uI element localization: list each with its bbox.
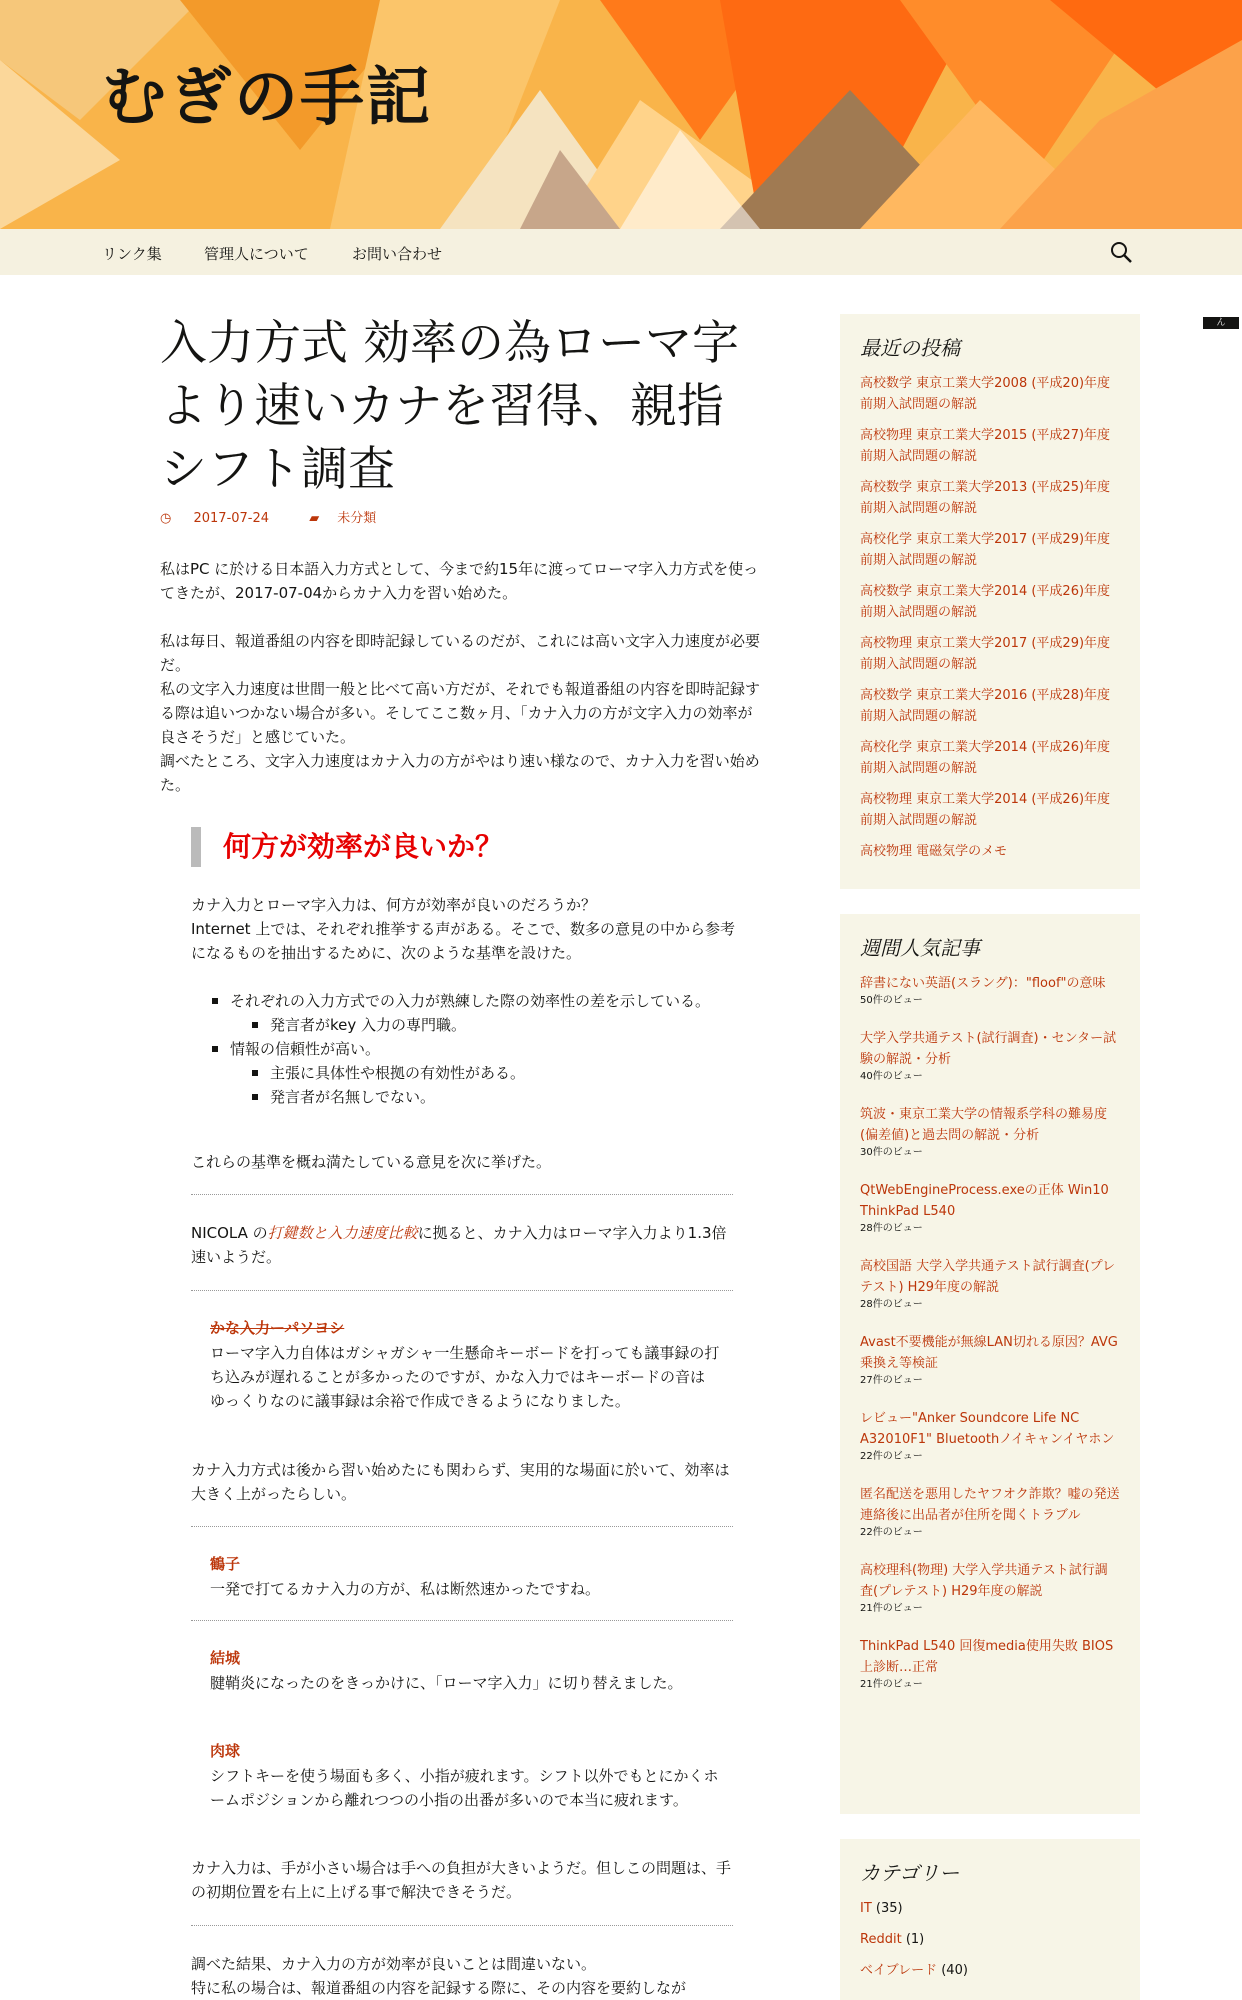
list-item: 主張に具体性や根拠の有効性がある。 — [230, 1061, 730, 1085]
folder-icon: ▰ — [309, 511, 320, 526]
final-paragraph-1: 調べた結果、カナ入力の方が効率が良いことは間違いない。 — [191, 1955, 597, 1973]
list-item — [860, 1332, 1120, 1388]
popular-post-link[interactable]: 辞書にない英語(スラング)："floof"の意味 — [860, 976, 1106, 991]
popular-post-link[interactable]: 高校理科(物理) 大学入学共通テスト試行調査(プレテスト) H29年度の解説 — [860, 1563, 1108, 1599]
separator — [191, 1925, 733, 1926]
view-count: 30件のビュー — [860, 1147, 923, 1158]
search-icon[interactable] — [1110, 241, 1132, 263]
popular-post-link[interactable]: レビュー"Anker Soundcore Life NC A32010F1" Bluetoothノイキャンイヤホン — [860, 1411, 1115, 1447]
final-paragraph-2: 特に私の場合は、報道番組の内容を記録する際に、その内容を要約しなが — [191, 1979, 687, 1997]
list-item — [860, 1898, 1120, 1919]
list-item: 発言者が名無しでない。 — [230, 1085, 730, 1109]
widget-title: カテゴリー — [860, 1861, 960, 1885]
recent-post-link[interactable]: 高校数学 東京工業大学2008 (平成20)年度前期入試問題の解説 — [860, 376, 1111, 412]
recent-post-link[interactable]: 高校数学 東京工業大学2014 (平成26)年度前期入試問題の解説 — [860, 584, 1111, 620]
article-title[interactable]: 入力方式 効率の為ローマ字より速いカナを習得、親指シフト調査 — [160, 316, 739, 497]
nicola-post: に拠ると、カナ入力はローマ字入力より1.3倍速いようだ。 — [191, 1224, 727, 1266]
section-heading: 何方が効率が良いか？ — [191, 827, 751, 867]
criteria-list — [230, 989, 730, 1109]
quote-text: シフトキーを使う場面も多く、小指が疲れます。シフト以外でもとにかくホームポジションから離れつつの小指の出番が多いので本当に疲れます。 — [210, 1767, 719, 1809]
view-count: 27件のビュー — [860, 1375, 923, 1386]
post-category-text: 未分類 — [337, 511, 377, 526]
popular-post-link[interactable]: QtWebEngineProcess.exeの正体 Win10 ThinkPad L540 — [860, 1183, 1109, 1219]
h-paragraph-2: Internet 上では、それぞれ推挙する声がある。そこで、数多の意見の中から参考になるものを抽出するために、次のような基準を設けた。 — [191, 920, 736, 962]
recent-post-link[interactable]: 高校物理 東京工業大学2017 (平成29)年度前期入試問題の解説 — [860, 636, 1111, 672]
popular-post-link[interactable]: ThinkPad L540 回復media使用失敗 BIOS上診断…正常 — [860, 1639, 1114, 1675]
h-paragraph-1: カナ入力とローマ字入力は、何方が効率が良いのだろうか？ — [191, 896, 597, 914]
nav-item-links[interactable]: リンク集 — [102, 245, 162, 263]
list-item — [860, 973, 1120, 1008]
separator — [191, 1194, 733, 1195]
category-link[interactable]: Reddit — [860, 1932, 902, 1947]
widget-recent-posts — [840, 314, 1140, 889]
nicola-paragraph — [191, 1221, 736, 1269]
post-date-text: 2017-07-24 — [193, 511, 270, 526]
popular-post-link[interactable]: Avast不要機能が無線LAN切れる原因？AVG乗換え等検証 — [860, 1335, 1118, 1371]
post-category[interactable] — [309, 511, 394, 526]
main-navigation — [0, 229, 1242, 275]
popular-post-link[interactable]: 高校国語 大学入学共通テスト試行調査(プレテスト) H29年度の解説 — [860, 1259, 1116, 1295]
quote-author[interactable]: 鶴子 — [210, 1555, 241, 1573]
recent-post-link[interactable]: 高校数学 東京工業大学2013 (平成25)年度前期入試問題の解説 — [860, 480, 1111, 516]
widget-title: 週間人気記事 — [860, 936, 980, 960]
list-item: 情報の信頼性が高い。 — [230, 1037, 730, 1061]
h-paragraph-3: これらの基準を概ね満たしている意見を次に挙げた。 — [191, 1153, 552, 1171]
category-link[interactable]: ベイブレード — [860, 1963, 938, 1978]
list-item: それぞれの入力方式での入力が熟練した際の効率性の差を示している。 — [230, 989, 730, 1013]
category-count: (1) — [905, 1932, 925, 1947]
recent-post-link[interactable]: 高校物理 東京工業大学2014 (平成26)年度前期入試問題の解説 — [860, 792, 1111, 828]
recent-post-link[interactable]: 高校化学 東京工業大学2014 (平成26)年度前期入試問題の解説 — [860, 740, 1111, 776]
popular-post-link[interactable]: 大学入学共通テスト(試行調査)・センター試験の解説・分析 — [860, 1031, 1117, 1067]
list-item: 発言者がkey 入力の専門職。 — [230, 1013, 730, 1037]
quote-text: 一発で打てるカナ入力の方が、私は断然速かったですね。 — [210, 1580, 601, 1598]
post-date[interactable] — [160, 511, 287, 526]
view-count: 28件のビュー — [860, 1299, 923, 1310]
paragraph-2: 私は毎日、報道番組の内容を即時記録しているのだが、これには高い文字入力速度が必要だ。 — [160, 632, 761, 674]
site-title[interactable]: むぎの手記 — [102, 61, 432, 135]
widget-popular-posts — [840, 914, 1140, 1814]
quote-author[interactable]: 結城 — [210, 1649, 241, 1667]
list-item — [860, 1028, 1120, 1084]
list-item — [860, 1484, 1120, 1540]
view-count: 40件のビュー — [860, 1071, 923, 1082]
nicola-pre: NICOLA の — [191, 1224, 268, 1242]
separator — [191, 1290, 733, 1291]
list-item — [860, 1960, 1120, 1981]
nav-item-about[interactable]: 管理人について — [204, 245, 309, 263]
paragraph-3: 私の文字入力速度は世間一般と比べて高い方だが、それでも報道番組の内容を即時記録する際は追いつかない場合が多い。そしてここ数ヶ月、「カナ入力の方が文字入力の効率が良さそうだ」と感じていた。 — [160, 680, 761, 746]
nav-item-contact[interactable]: お問い合わせ — [352, 245, 443, 263]
category-count: (35) — [875, 1901, 903, 1916]
view-count: 28件のビュー — [860, 1223, 923, 1234]
category-link[interactable]: IT — [860, 1901, 872, 1916]
site-header — [0, 0, 1242, 229]
after-quote-1: カナ入力方式は後から習い始めたにも関わらず、実用的な場面に於いて、効率は大きく上がったらしい。 — [191, 1461, 730, 1503]
paragraph-intro: 私はPC に於ける日本語入力方式として、今まで約15年に渡ってローマ字入力方式を使ってきたが、2017-07-04からカナ入力を習い始めた。 — [160, 560, 759, 602]
list-item — [860, 1104, 1120, 1160]
recent-post-link[interactable]: 高校数学 東京工業大学2016 (平成28)年度前期入試問題の解説 — [860, 688, 1111, 724]
quote-text: 腱鞘炎になったのをきっかけに、「ローマ字入力」に切り替えました。 — [210, 1674, 683, 1692]
list-item — [860, 1256, 1120, 1312]
recent-post-link[interactable]: 高校物理 東京工業大学2015 (平成27)年度前期入試問題の解説 — [860, 428, 1111, 464]
nicola-link[interactable]: 打鍵数と入力速度比較 — [267, 1224, 418, 1242]
list-item — [860, 1636, 1120, 1692]
list-item — [860, 1408, 1120, 1464]
widget-title: 最近の投稿 — [860, 336, 960, 360]
recent-post-link[interactable]: 高校物理 電磁気学のメモ — [860, 844, 1008, 859]
list-item — [860, 1180, 1120, 1236]
popular-post-link[interactable]: 筑波・東京工業大学の情報系学科の難易度(偏差値)と過去問の解説・分析 — [860, 1107, 1108, 1143]
recent-post-link[interactable]: 高校化学 東京工業大学2017 (平成29)年度前期入試問題の解説 — [860, 532, 1111, 568]
view-count: 22件のビュー — [860, 1527, 923, 1538]
quote-author[interactable]: 肉球 — [210, 1742, 241, 1760]
view-count: 50件のビュー — [860, 995, 923, 1006]
category-count: (40) — [941, 1963, 968, 1978]
popular-post-link[interactable]: 匿名配送を悪用したヤフオク詐欺？嘘の発送連絡後に出品者が住所を聞くトラブル — [860, 1487, 1120, 1523]
view-count: 22件のビュー — [860, 1451, 923, 1462]
paragraph-4: 調べたところ、文字入力速度はカナ入力の方がやはり速い様なので、カナ入力を習い始めた。 — [160, 752, 760, 794]
quote-text: ローマ字入力自体はガシャガシャ一生懸命キーボードを打っても議事録の打ち込みが遅れることが多かったのですが、かな入力ではキーボードの音はゆっくりなのに議事録は余裕で作成できるようになりました。 — [210, 1344, 720, 1410]
quote-author[interactable]: かな入力ーパソヨシ — [210, 1319, 345, 1337]
view-count: 21件のビュー — [860, 1603, 923, 1614]
entry-meta — [160, 507, 412, 526]
widget-categories — [840, 1839, 1140, 2000]
separator — [191, 1526, 733, 1527]
list-item — [860, 1929, 1120, 1950]
side-tag: ん — [1203, 317, 1239, 329]
separator — [191, 1620, 733, 1621]
after-quote-4: カナ入力は、手が小さい場合は手への負担が大きいようだ。但しこの問題は、手の初期位置を右上に上げる事で解決できそうだ。 — [191, 1859, 732, 1901]
clock-icon: ◷ — [160, 511, 172, 526]
view-count: 21件のビュー — [860, 1679, 923, 1690]
list-item — [860, 1560, 1120, 1616]
